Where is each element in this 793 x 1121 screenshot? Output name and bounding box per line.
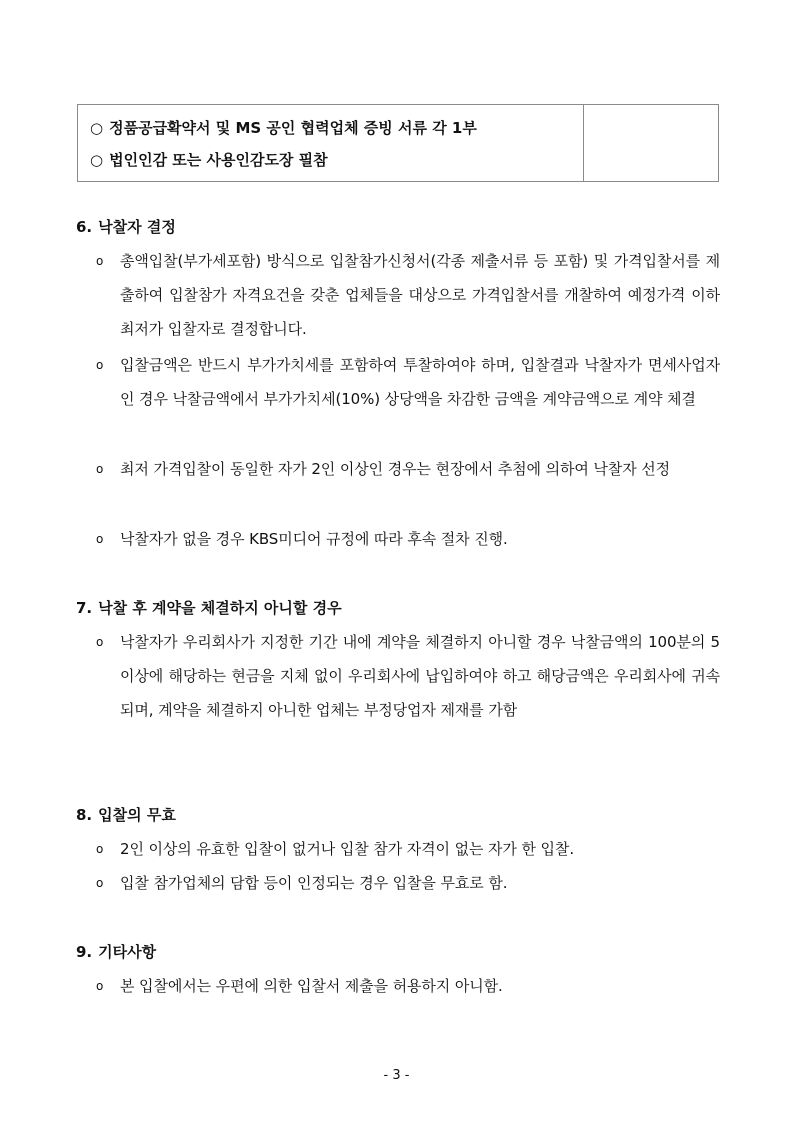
list-item	[96, 625, 720, 727]
list-item-text: 총액입찰(부가세포함) 방식으로 입찰참가신청서(각종 제출서류 등 포함) 및 가격입찰서를 제출하여 입찰참가 자격요건을 갖춘 업체들을 대상으로 가격입찰서를 개찰하여 예정가격 이하 최저가 입찰자로 결정합니다.	[120, 252, 720, 338]
list-item	[96, 452, 720, 486]
list-item	[96, 969, 720, 1003]
list-item	[96, 832, 720, 866]
list-item-text: 최저 가격입찰이 동일한 자가 2인 이상인 경우는 현장에서 추첨에 의하여 낙찰자 선정	[120, 460, 671, 478]
list-item	[96, 348, 720, 416]
list-item-text: 낙찰자가 우리회사가 지정한 기간 내에 계약을 체결하지 아니할 경우 낙찰금액의 100분의 5 이상에 해당하는 현금을 지체 없이 우리회사에 납입하여야 하고 해당금액은 우리회사에 귀속되며, 계약을 체결하지 아니한 업체는 부정당업자 제재를 가함	[120, 633, 720, 719]
list-item	[96, 522, 720, 556]
section-heading-8	[76, 804, 176, 826]
section-number: 6.	[76, 218, 93, 236]
bullet-icon: o	[96, 979, 104, 993]
bullet-icon: o	[96, 254, 104, 268]
section-number: 7.	[76, 599, 93, 617]
section-title: 낙찰자 결정	[98, 218, 176, 236]
list-item-text: 입찰금액은 반드시 부가가치세를 포함하여 투찰하여야 하며, 입찰결과 낙찰자가 면세사업자인 경우 낙찰금액에서 부가가치세(10%) 상당액을 차감한 금액을 계약금액으로 계약 체결	[120, 356, 720, 408]
list-item-text: 2인 이상의 유효한 입찰이 없거나 입찰 참가 자격이 없는 자가 한 입찰.	[120, 840, 574, 858]
box-column-divider	[583, 105, 584, 181]
requirements-box	[77, 104, 719, 182]
section-title: 기타사항	[98, 943, 157, 961]
list-item-text: 입찰 참가업체의 담합 등이 인정되는 경우 입찰을 무효로 함.	[120, 874, 508, 892]
list-item	[96, 244, 720, 346]
list-item	[96, 866, 720, 900]
section-title: 낙찰 후 계약을 체결하지 아니할 경우	[98, 599, 342, 617]
bullet-icon: o	[96, 842, 104, 856]
page-number: - 3 -	[383, 1068, 410, 1083]
section-number: 8.	[76, 806, 93, 824]
bullet-icon: o	[96, 462, 104, 476]
bullet-icon: o	[96, 358, 104, 372]
bullet-icon: o	[96, 876, 104, 890]
section-heading-6	[76, 216, 176, 238]
bullet-icon: o	[96, 532, 104, 546]
list-item-text: 본 입찰에서는 우편에 의한 입찰서 제출을 허용하지 아니함.	[120, 977, 503, 995]
box-line-text: 정품공급확약서 및 MS 공인 협력업체 증빙 서류 각 1부	[109, 119, 477, 137]
box-line	[90, 118, 477, 138]
section-heading-7	[76, 597, 342, 619]
circle-bullet-icon: ○	[90, 151, 104, 169]
list-item-text: 낙찰자가 없을 경우 KBS미디어 규정에 따라 후속 절차 진행.	[120, 530, 508, 548]
section-heading-9	[76, 941, 156, 963]
circle-bullet-icon: ○	[90, 119, 104, 137]
bullet-icon: o	[96, 635, 104, 649]
section-number: 9.	[76, 943, 93, 961]
section-title: 입찰의 무효	[98, 806, 176, 824]
box-line	[90, 150, 328, 170]
box-line-text: 법인인감 또는 사용인감도장 필참	[109, 151, 328, 169]
